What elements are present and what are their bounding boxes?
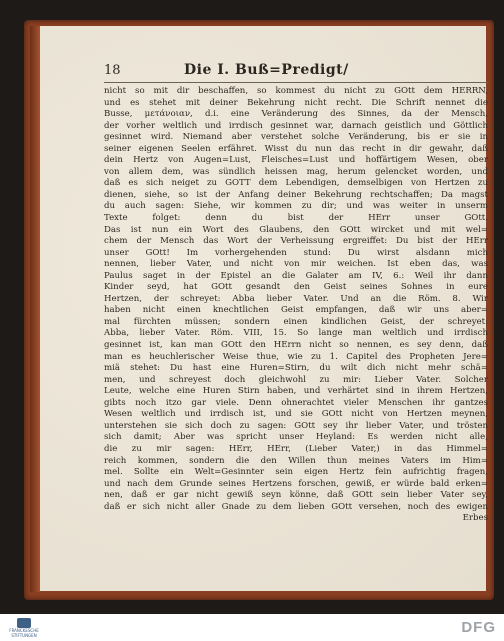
text-line: unterstehen sie sich doch zu sagen: GOtt sey ihr lieber Vater, und trösten [104, 420, 488, 431]
text-line: chem der Mensch das Wort der Verheissung ergreiffet: Du bist der HErr [104, 236, 488, 247]
text-line: miä stehet: Du hast eine Huren=Stirn, du wilt dich nicht mehr schä= [104, 363, 488, 374]
page-header [104, 62, 488, 83]
text-line: gibts noch itzo gar viele. Denn ohnerachtet vieler Menschen ihr gantzes [104, 397, 488, 408]
text-line: du auch sagen: Siehe, wir kommen zu dir; und was weiter in unserm [104, 201, 488, 212]
text-line: und nach dem Grunde seines Hertzens forschen, gewiß, er würde bald erken= [104, 478, 488, 489]
text-line: gesinnet ist, kan man GOtt den HErrn nicht so nennen, es sey denn, daß [104, 340, 488, 351]
dfg-logo: DFG [461, 619, 496, 636]
text-line: nennen, lieber Vater, und nicht von mir weichen. Ist eben das, was [104, 259, 488, 270]
text-line: die zu mir sagen: HErr, HErr, (Lieber Vater,) in das Himmel= [104, 443, 488, 454]
text-line: Busse, μετάνοιαν, d.i. eine Veränderung des Sinnes, da der Mensch, [104, 109, 488, 120]
text-line: Wesen weltlich und irrdisch ist, und sie GOtt nicht von Hertzen meynen, [104, 409, 488, 420]
page-number: 18 [104, 63, 121, 78]
text-line: der vorher weltlich und irrdisch gesinnet war, darnach geistlich und Göttlich [104, 120, 488, 131]
text-line: sich damit; Aber was spricht unser Heyland: Es werden nicht alle, [104, 432, 488, 443]
text-line: Kinder seyd, hat GOtt gesandt den Geist seines Sohnes in eure [104, 282, 488, 293]
text-line: man es heuchlerischer Weise thue, wie zu 1. Capitel des Propheten Jere= [104, 351, 488, 362]
catchword: Erbes [462, 513, 488, 524]
text-line: Hertzen, der schreyet: Abba lieber Vater. Und an die Röm. 8. Wir [104, 293, 488, 304]
text-line: daß er sich nicht aller Gnade zu dem lieben GOtt versehen, noch des ewigen [104, 501, 488, 512]
page-text-block [104, 62, 488, 525]
text-line: von allem dem, was sündlich heissen mag, herum gelencket worden, und [104, 166, 488, 177]
text-line: nen, daß er gar nicht gewiß seyn könne, daß GOtt sein lieber Vater sey, [104, 490, 488, 501]
page-body [104, 86, 488, 525]
text-line: Texte folget: denn du bist der HErr unser GOtt. [104, 213, 488, 224]
book-spine-edge [30, 26, 40, 592]
institution-logo-caption: FRANCKESCHE STIFTUNGEN [9, 628, 39, 638]
running-title: Die I. Buß=Predigt/ [184, 62, 349, 78]
viewer-footer [0, 614, 504, 641]
text-line: reich kommen, sondern die den Willen thun meines Vaters im Him= [104, 455, 488, 466]
text-line: mal fürchten müssen; sondern einen kindlichen Geist, der schreyet: [104, 316, 488, 327]
text-line: haben nicht einen knechtlichen Geist empfangen, daß wir uns aber= [104, 305, 488, 316]
text-line: dienen, siehe, so ist der Anfang deiner Bekehrung rechtschaffen; Da magst [104, 189, 488, 200]
text-line: Abba, lieber Vater. Röm. VIII, 15. So lange man weltlich und irrdisch [104, 328, 488, 339]
text-line: dein Hertz von Augen=Lust, Fleisches=Lust und hoffärtigem Wesen, ober [104, 155, 488, 166]
text-line: und es stehet mit deiner Bekehrung nicht recht. Die Schrift nennet die [104, 97, 488, 108]
text-line: gesinnet wird. Niemand aber verstehet solche Veränderung, bis er sie in [104, 132, 488, 143]
text-line: unser GOtt! Im vorhergehenden stund: Du wirst alsdann mich [104, 247, 488, 258]
text-line: nicht so mit dir beschaffen, so kommest du nicht zu GOtt dem HERRN, [104, 86, 488, 96]
text-line: men, und schreyest doch gleichwohl zu mir: Lieber Vater. Solcher [104, 374, 488, 385]
institution-emblem-icon [17, 618, 31, 628]
text-line: Paulus saget in der Epistel an die Galater am IV, 6.: Weil ihr dann [104, 270, 488, 281]
institution-logo [6, 618, 42, 640]
text-line: Leute, welche eine Huren Stirn haben, und verhärtet sind in ihrem Hertzen, [104, 386, 488, 397]
text-line: Das ist nun ein Wort des Glaubens, den GOtt wircket und mit wel= [104, 224, 488, 235]
text-line: daß es sich neiget zu GOTT dem Lebendigen, demselbigen von Hertzen zu [104, 178, 488, 189]
text-line: seiner eigenen Seelen erfähret. Wisst du nun das recht in dir gewahr, daß [104, 143, 488, 154]
text-line: mel. Sollte ein Welt=Gesinnter sein eigen Hertz fein aufrichtig fragen, [104, 467, 488, 478]
